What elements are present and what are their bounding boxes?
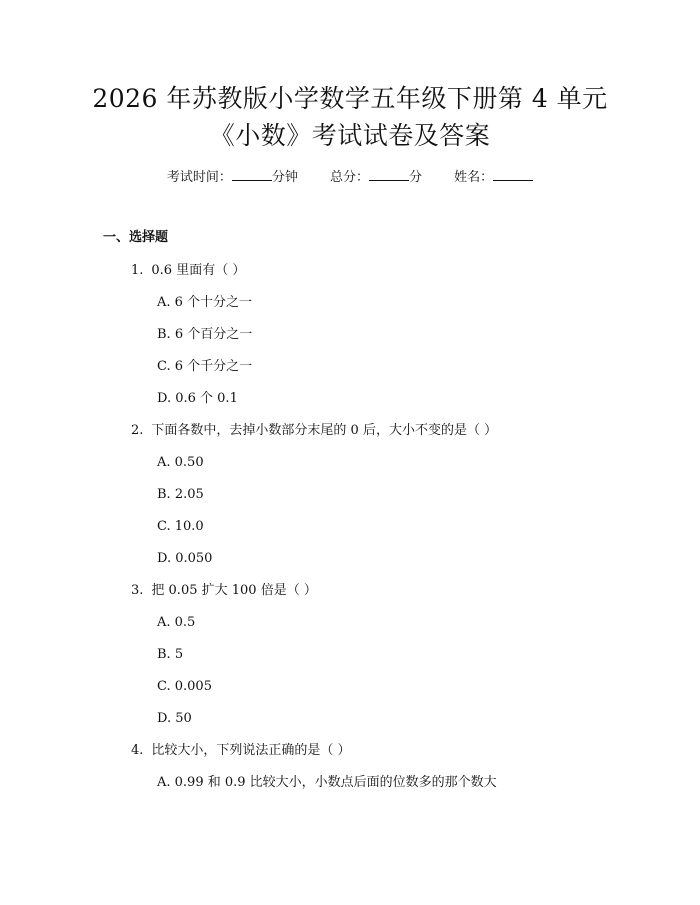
student-name-label: 姓名： — [454, 170, 494, 185]
question-number: 3. — [131, 583, 144, 598]
student-name-field — [454, 170, 533, 185]
total-score-unit: 分 — [409, 170, 423, 185]
question-2-option-a: A. 0.50 — [157, 455, 204, 470]
exam-time-label: 考试时间： — [166, 170, 232, 185]
question-text: 0.6 里面有（ ） — [151, 263, 246, 278]
question-4-option-a: A. 0.99 和 0.9 比较大小，小数点后面的位数多的那个数大 — [157, 775, 497, 790]
exam-time-unit: 分钟 — [271, 170, 298, 185]
document-title-line-1: 2026 年苏教版小学数学五年级下册第 4 单元 — [92, 84, 608, 113]
student-name-blank — [493, 168, 533, 181]
exam-time-blank — [232, 168, 272, 181]
question-1-option-b: B. 6 个百分之一 — [157, 327, 253, 342]
total-score-label: 总分： — [329, 170, 369, 185]
exam-info-row — [0, 168, 700, 187]
question-2 — [131, 422, 497, 440]
question-3-option-b: B. 5 — [157, 647, 184, 662]
question-3-option-d: D. 50 — [157, 711, 192, 726]
question-3-option-a: A. 0.5 — [157, 615, 196, 630]
question-number: 4. — [131, 743, 144, 758]
question-1-option-a: A. 6 个十分之一 — [157, 295, 253, 310]
question-3 — [131, 582, 317, 600]
total-score-blank — [369, 168, 409, 181]
total-score-field — [330, 170, 426, 185]
question-number: 2. — [131, 423, 144, 438]
question-1 — [131, 262, 245, 280]
question-text: 比较大小，下列说法正确的是（ ） — [151, 743, 351, 758]
question-text: 把 0.05 扩大 100 倍是（ ） — [151, 583, 317, 598]
document-title-line-2: 《小数》考试试卷及答案 — [209, 121, 491, 150]
question-number: 1. — [131, 263, 144, 278]
question-2-option-c: C. 10.0 — [157, 519, 204, 534]
section-heading-multiple-choice: 一、选择题 — [103, 230, 169, 245]
question-1-option-c: C. 6 个千分之一 — [157, 359, 253, 374]
question-2-option-d: D. 0.050 — [157, 551, 213, 566]
question-3-option-c: C. 0.005 — [157, 679, 212, 694]
question-2-option-b: B. 2.05 — [157, 487, 204, 502]
question-4 — [131, 742, 351, 760]
question-1-option-d: D. 0.6 个 0.1 — [157, 391, 238, 406]
exam-time-field — [167, 170, 302, 185]
question-text: 下面各数中，去掉小数部分末尾的 0 后，大小不变的是（ ） — [151, 423, 498, 438]
